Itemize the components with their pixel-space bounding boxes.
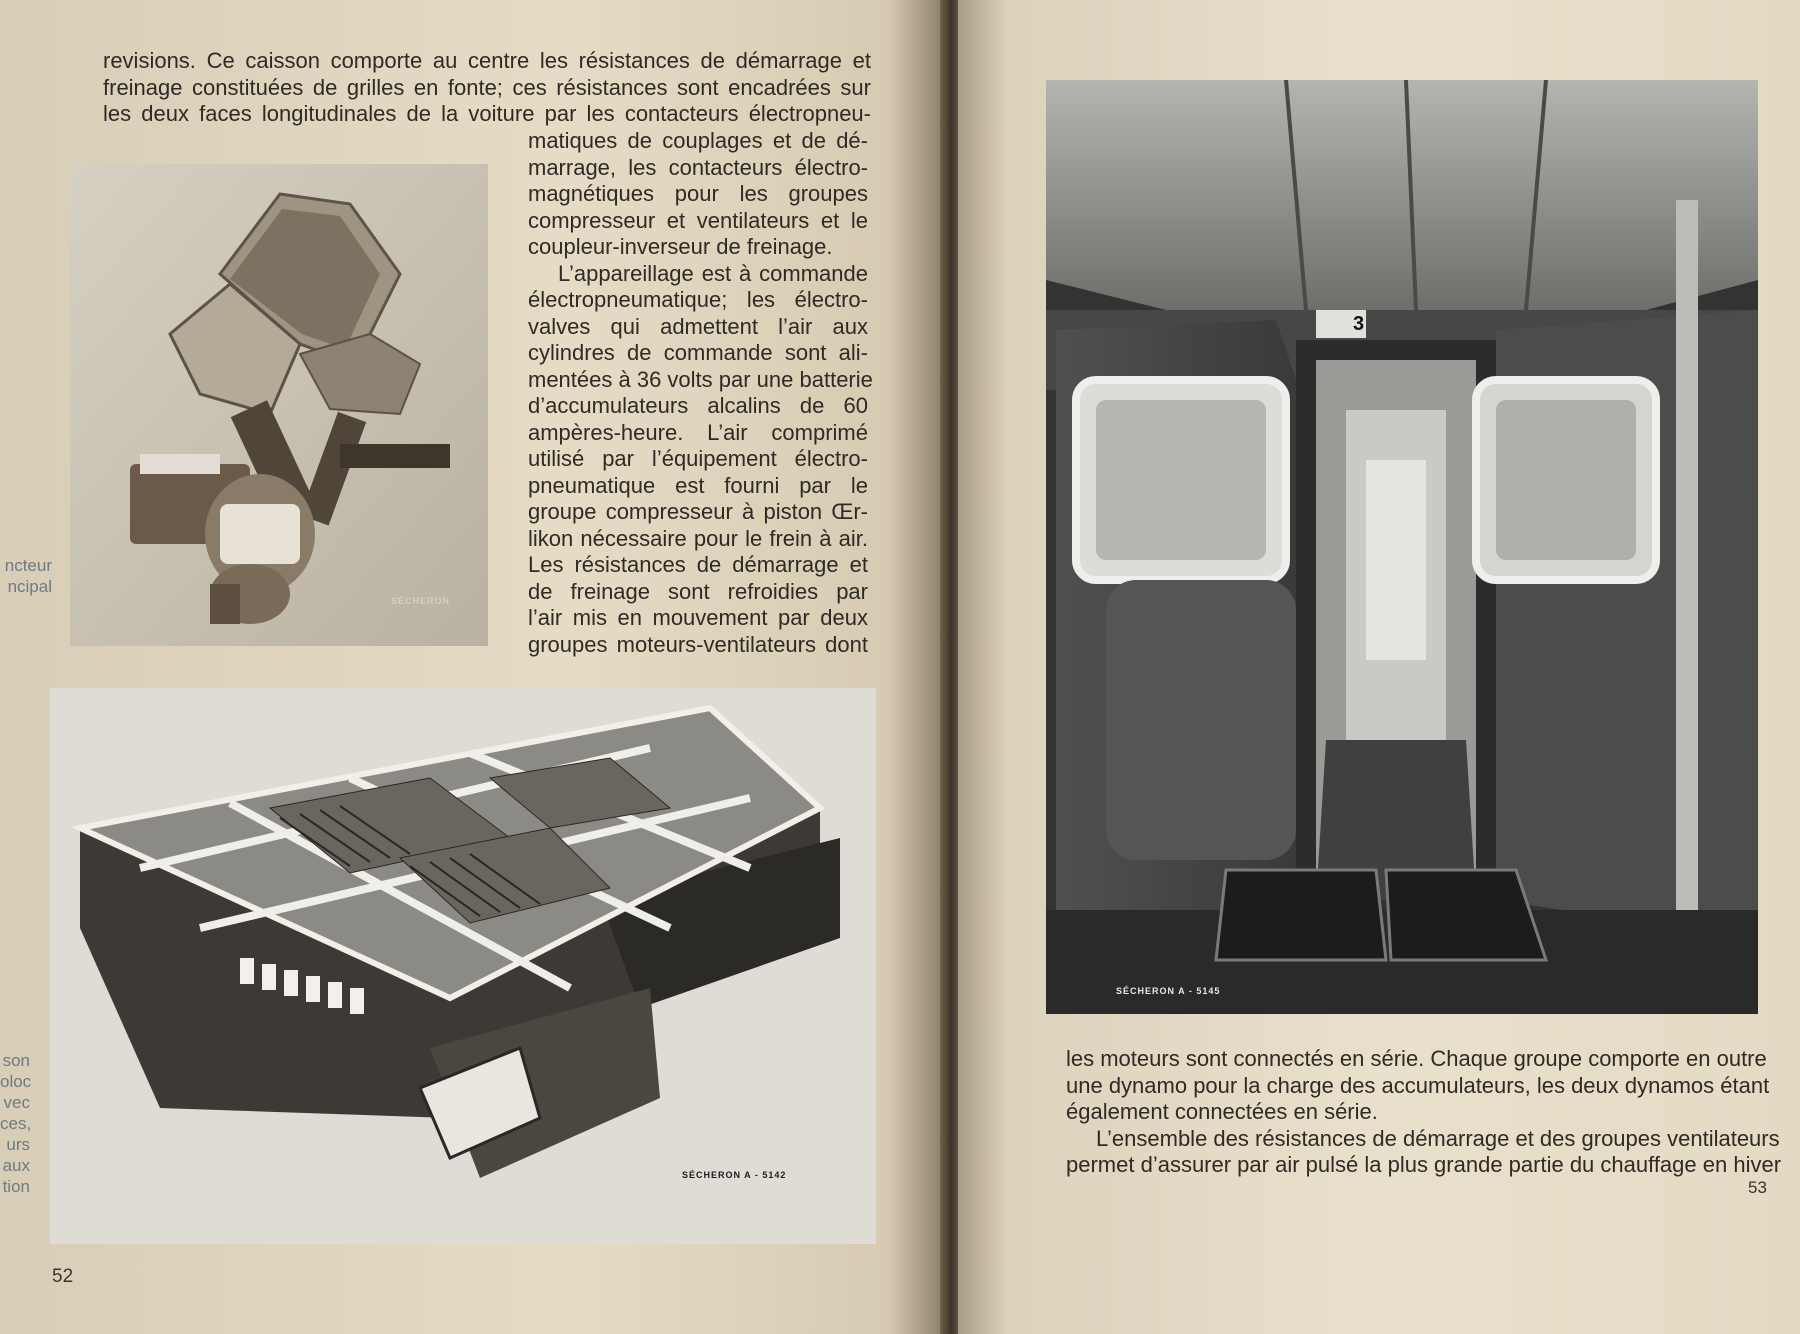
text-line: revisions. Ce caisson comporte au centre les résistances de démarrage et [103,48,871,73]
text-line: une dynamo pour la charge des accumulateurs, les deux dynamos étant [1066,1072,1770,1098]
door-number-label: 3 [1353,313,1365,335]
text-line: les moteurs sont connectés en série. Chaque groupe comporte en outre [1066,1046,1767,1071]
caption-line: urs [6,1135,30,1154]
photo-credit: SÉCHERON A - 5145 [1116,986,1221,996]
contactor-photo [70,164,488,646]
caption-line: tion [2,1177,30,1196]
text-line: freinage constituées de grilles en fonte; ces résistances sont encadrées sur [103,74,871,100]
text-line: également connectées en série. [1066,1099,1378,1124]
text-line: marrage, les contacteurs électro- [528,154,868,180]
margin-caption-top [0,555,52,597]
text-line: groupe compresseur à piston Œr- [528,499,868,524]
text-line: valves qui admettent l’air aux [528,313,868,339]
text-line: cylindres de commande sont ali- [528,340,868,365]
coach-interior-illustration [1046,80,1758,1014]
caption-line: ncteur [4,556,52,575]
resistance-box-photo [50,688,876,1244]
text-line: groupes moteurs-ventilateurs dont [528,631,868,657]
text-line: Les résistances de démarrage et [528,552,868,577]
text-line: les deux faces longitudinales de la voiture par les contacteurs électropneu- [103,101,871,126]
caption-line: vec [3,1093,30,1112]
caption-line: ces, [0,1114,32,1133]
text-line: matiques de couplages et de dé- [528,128,868,153]
resistance-box-illustration [50,688,876,1244]
left-column-paragraph [528,128,873,658]
caption-line: ncipal [7,577,52,596]
caption-line: aux [2,1156,30,1175]
page-number-left: 52 [52,1266,74,1287]
margin-caption-bottom [0,1050,30,1197]
text-line: ampères-heure. L’air comprimé [528,419,868,445]
text-line: L’appareillage est à commande [558,260,868,286]
text-line: magnétiques pour les groupes [528,181,868,206]
coach-interior-photo [1046,80,1758,1014]
left-top-paragraph [103,48,871,128]
right-page [958,0,1800,1334]
text-line: d’accumulateurs alcalins de 60 [528,393,868,418]
text-line: mentées à 36 volts par une batterie [528,366,873,392]
caption-line: oloc [0,1072,32,1091]
text-line: utilisé par l’équipement électro- [528,446,868,471]
text-line: électropneumatique; les électro- [528,287,868,312]
text-line: pneumatique est fourni par le [528,472,868,498]
photo-credit-faint: SÉCHERON [390,596,450,606]
text-line: de freinage sont refroidies par [528,578,868,604]
text-line: permet d’assurer par air pulsé la plus grande partie du chauffage en hiver [1066,1152,1782,1177]
page-number-right: 53 [1748,1178,1767,1197]
photo-credit: SÉCHERON A - 5142 [682,1170,787,1180]
text-line: likon nécessaire pour le frein à air. [528,525,868,551]
caption-line: son [2,1051,30,1070]
text-line: L’ensemble des résistances de démarrage et des groupes ventilateurs [1096,1125,1780,1151]
text-line: coupleur-inverseur de freinage. [528,234,833,259]
text-line: l’air mis en mouvement par deux [528,605,868,630]
text-line: compresseur et ventilateurs et le [528,207,868,233]
right-bottom-paragraph [1066,1046,1782,1179]
contactor-illustration [70,164,488,646]
